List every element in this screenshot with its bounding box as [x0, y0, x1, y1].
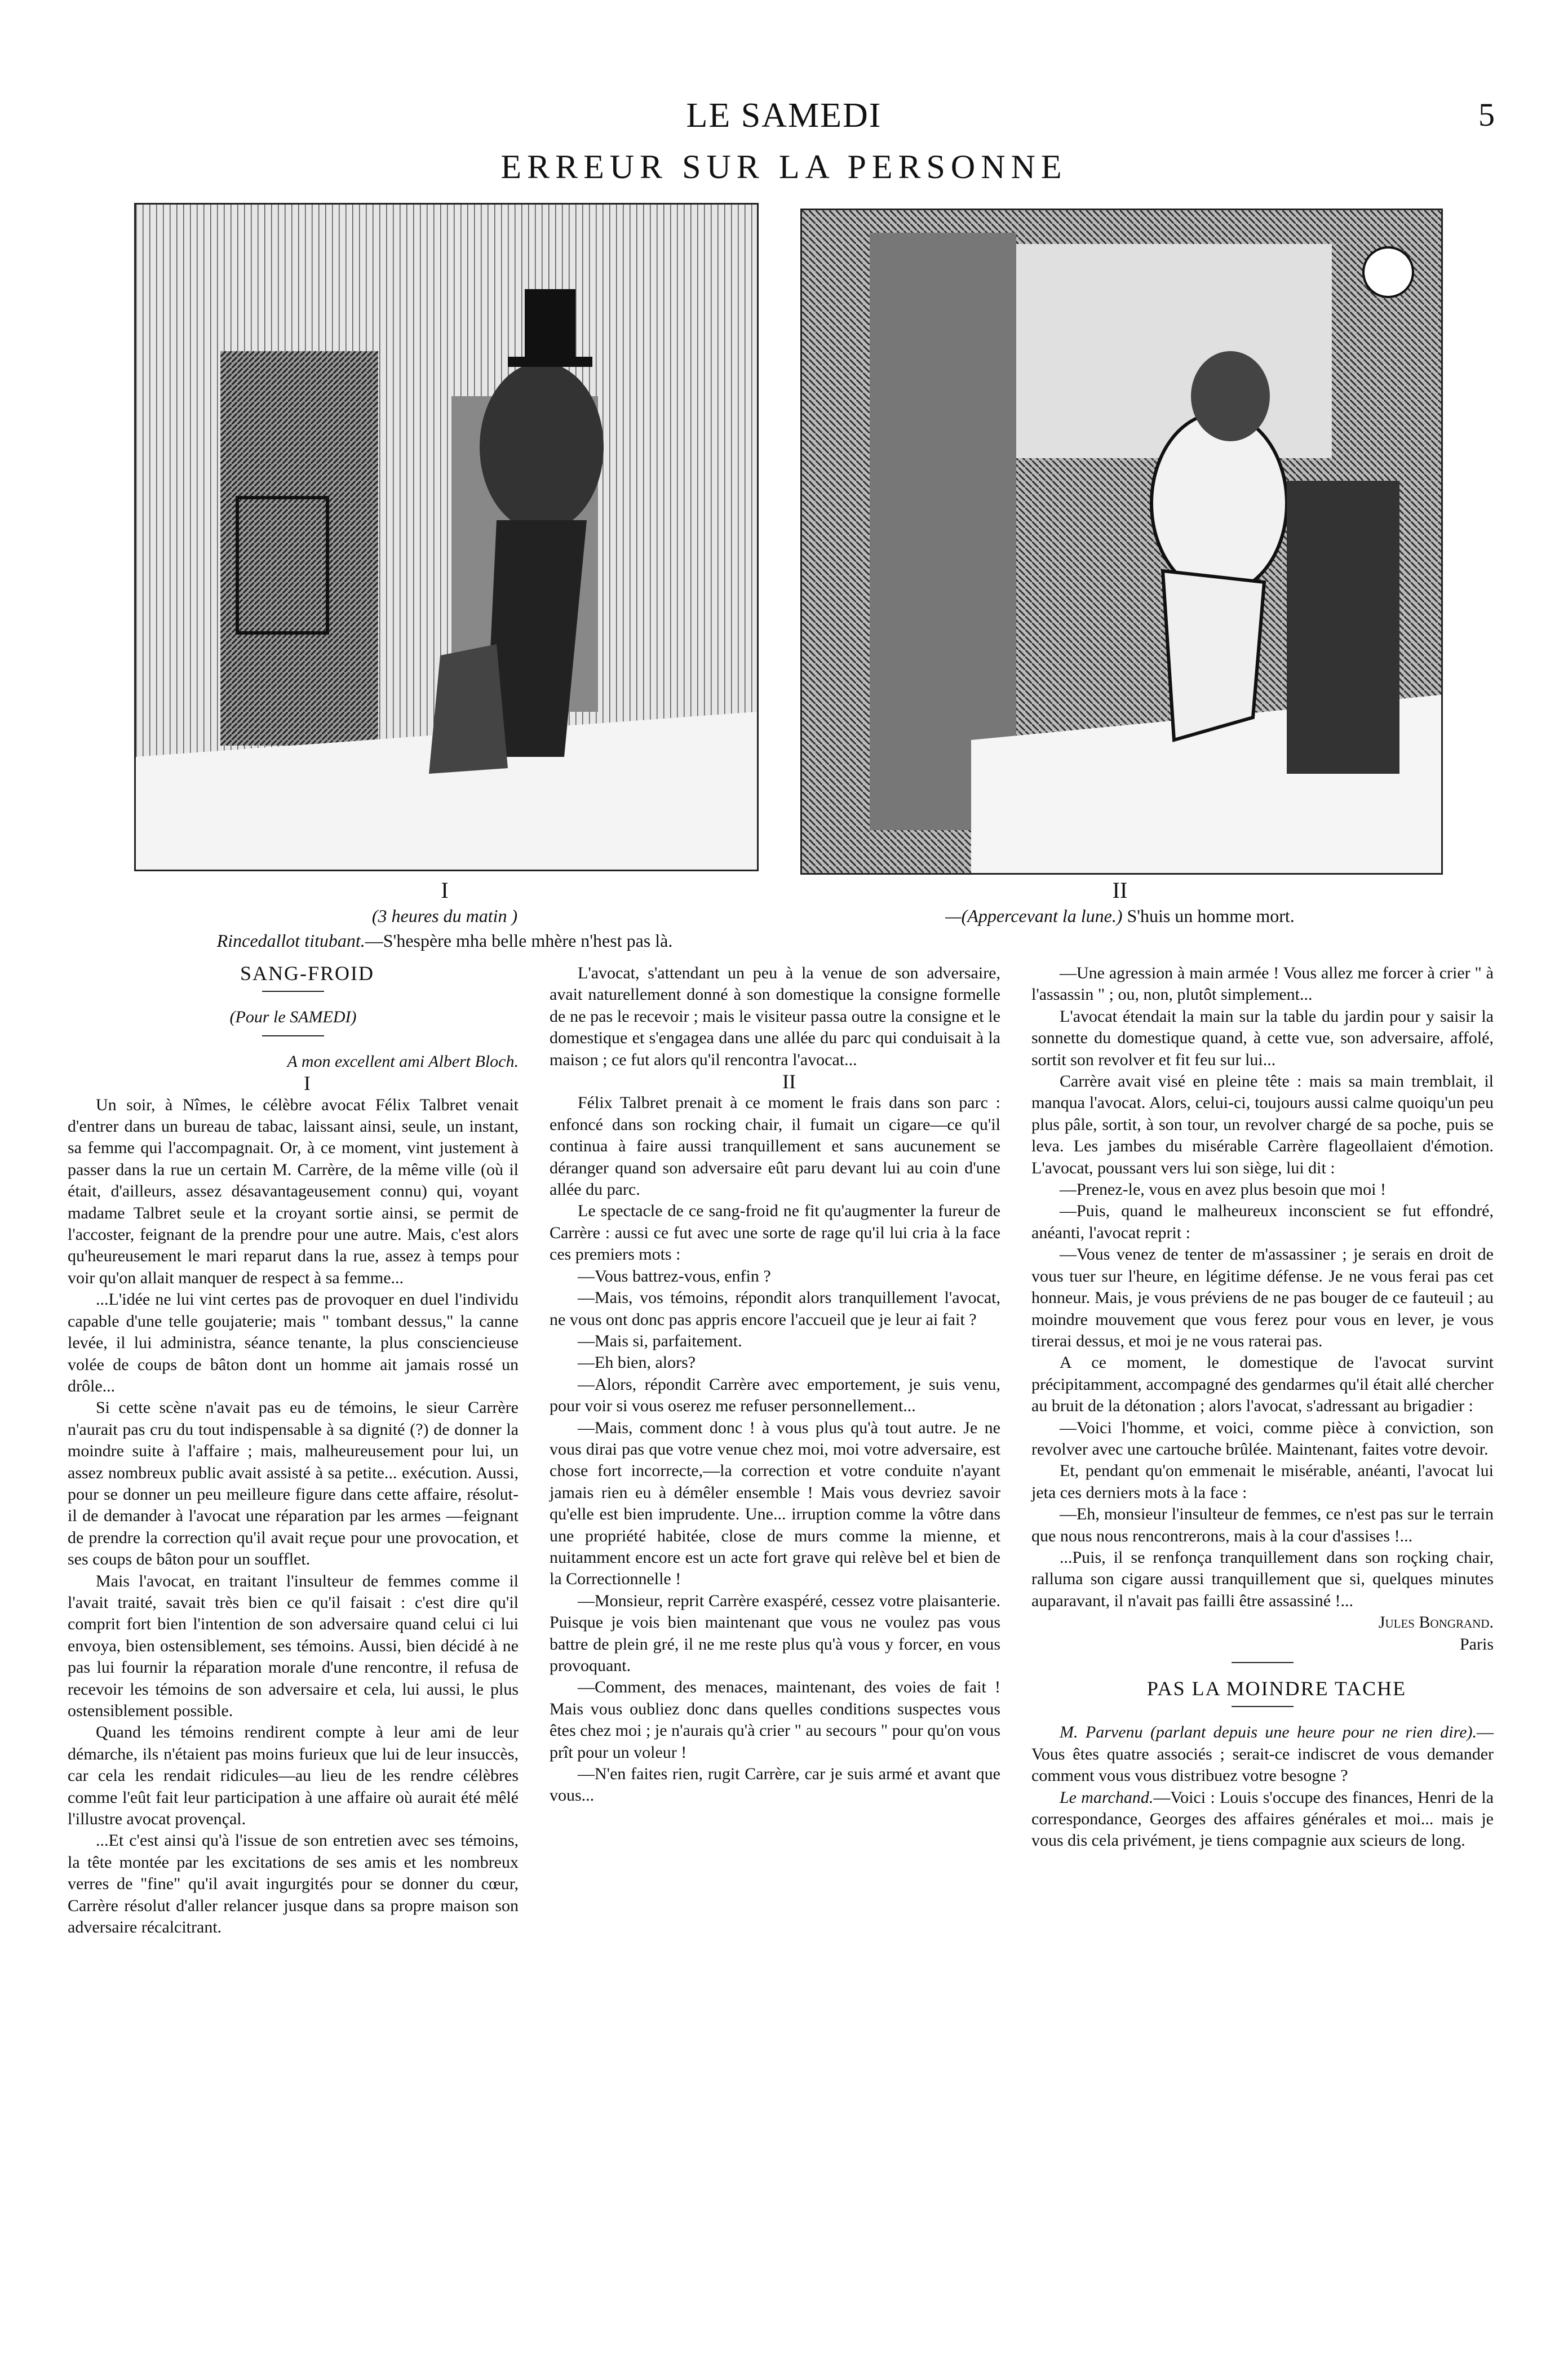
story-place: Paris — [1460, 1634, 1494, 1654]
story-paragraph: —Voici l'homme, et voici, comme pièce à conviction, son revolver avec une cartouche brûlée. Maintenant, faites votre devoir. — [1031, 1418, 1494, 1459]
joke-paragraph: Le marchand.—Voici : Louis s'occupe des finances, Henri de la correspondance, Georges des affaires générales et moi... mais je vous dis cela privément, je tiens compagnie aux scieurs de long. — [1031, 1788, 1494, 1850]
joke-title-rule — [1232, 1706, 1294, 1707]
story-paragraph: —Alors, répondit Carrère avec emportement, je suis venu, pour voir si vous oserez me refuser personnellement... — [550, 1375, 1000, 1416]
story-paragraph: Quand les témoins rendirent compte à leur ami de leur démarche, ils n'étaient pas moins furieux que lui de leur insuccès, car cela les rendait ridicules—au lieu de les rendre célèbres comme l'eût fait leur participation à une affaire où aurait été mêlé l'illustre avocat provençal. — [68, 1723, 519, 1829]
story-title: SANG-FROID — [240, 962, 375, 985]
story-dedication: A mon excellent ami Albert Bloch. — [287, 1052, 519, 1071]
story-paragraph: A ce moment, le domestique de l'avocat survint précipitamment, accompagné des gendarmes qu'il était allé chercher au bruit de la détonation ; alors l'avocat, s'adressant au brigadier : — [1031, 1353, 1494, 1416]
story-paragraph: —N'en faites rien, rugit Carrère, car je suis armé et avant que vous... — [550, 1765, 1000, 1805]
title-rule — [262, 991, 324, 992]
story-paragraph: —Vous venez de tenter de m'assassiner ; je serais en droit de vous tuer sur l'heure, en légitime défense. Je ne vous ferai pas cet honneur. Mais, je vous préviens de ne pas bouger de ce fauteuil ; au moindre mouvement que vous ferez pour vous en lever, je vous tirerai dessus, et moi je ne vous raterai pas. — [1031, 1245, 1494, 1350]
story-paragraph: —Puis, quand le malheureux inconscient se fut effondré, anéanti, l'avocat reprit : — [1031, 1202, 1494, 1242]
illustration-2 — [800, 209, 1443, 875]
story-paragraph: Un soir, à Nîmes, le célèbre avocat Félix Talbret venait d'entrer dans un bureau de tabac, laissant ainsi, seule, un instant, sa femme qui l'accompagnait. Or, à ce moment, vint justement à passer dans la rue un certain M. Carrère, de la même ville (où il était, d'ailleurs, assez désavantageusement connu) qui, voyant madame Talbret seule et la croyant sortie ainsi, se permit de l'accoster, feignant de la prendre pour une autre. Mais, c'est alors qu'heureusement le mari reparut dans la rue, assez à temps pour voir qu'on allait manquer de respect à sa femme... — [68, 1095, 519, 1287]
story-paragraph: —Mais si, parfaitement. — [578, 1331, 742, 1350]
story-paragraph: Carrère avait visé en pleine tête : mais sa main tremblait, il manqua l'avocat. Alors, celui-ci, toujours aussi calme quoiqu'un peu plus pâle, sortit, à son tour, un revolver chargé de sa poche, puis se leva. Les jambes du misérable Carrère flageollaient d'émotion. L'avocat, poussant vers lui son siège, lui dit : — [1031, 1072, 1494, 1177]
story-paragraph: Félix Talbret prenait à ce moment le frais dans son parc : enfoncé dans son rocking chair, il fumait un cigare—ce qu'il continua à faire aussi tranquillement et sans aucunement se déranger quand son adversaire eût paru devant lui au coin d'une allée du parc. — [550, 1093, 1000, 1199]
section-rule — [1232, 1662, 1294, 1663]
story-paragraph: ...Puis, il se renfonça tranquillement dans son roçking chair, ralluma son cigare aussi tranquillement que si, quelques minutes auparavant, il n'avait pas failli être assassiné !... — [1031, 1548, 1494, 1610]
part-2-heading: II — [782, 1070, 796, 1093]
page-number: 5 — [1478, 96, 1495, 133]
part-1-heading: I — [304, 1072, 311, 1095]
column-3 — [1031, 963, 1494, 1852]
story-paragraph: —Comment, des menaces, maintenant, des voies de fait ! Mais vous oubliez donc dans quelles conditions suspectes vous êtes chez moi ; je n'aurais qu'à crier " au secours " pour qu'on vous prît pour un voleur ! — [550, 1678, 1000, 1762]
journal-title: LE SAMEDI — [686, 96, 882, 135]
frightened-man-moonlight-engraving — [802, 210, 1441, 873]
subtitle-rule — [262, 1035, 324, 1036]
story-paragraph: —Eh, monsieur l'insulteur de femmes, ce n'est pas sur le terrain que nous nous rencontrerons, mais à la cour d'assises !... — [1031, 1505, 1494, 1545]
story-paragraph: Et, pendant qu'on emmenait le misérable, anéanti, l'avocat lui jeta ces derniers mots à la face : — [1031, 1461, 1494, 1502]
story-paragraph: ...L'idée ne lui vint certes pas de provoquer en duel l'individu capable d'une telle goujaterie; mais " tombant dessus," la canne levée, il lui administra, séance tenante, la plus consciencieuse volée de coups de bâton dont un homme ait jamais rossé un drôle... — [68, 1290, 519, 1395]
illustration-2-numeral: II — [1112, 877, 1128, 903]
column-1 — [68, 963, 519, 1938]
illustration-1 — [134, 203, 759, 871]
story-signature: Jules Bongrand. — [1378, 1613, 1494, 1632]
story-paragraph: Le spectacle de ce sang-froid ne fit qu'augmenter la fureur de Carrère : aussi ce fut avec une sorte de rage qu'il lui cria à la face ces premiers mots : — [550, 1202, 1000, 1264]
illustration-2-caption — [800, 877, 1439, 928]
story-paragraph: —Vous battrez-vous, enfin ? — [578, 1266, 771, 1286]
story-paragraph: ...Et c'est ainsi qu'à l'issue de son entretien avec ses témoins, la tête montée par les excitations de ses amis et les nombreux verres de "fine" qu'il avait ingurgités pour se donner du cœur, Carrère résolut d'aller relancer jusque dans sa propre maison son adversaire récalcitrant. — [68, 1831, 519, 1937]
story-paragraph: L'avocat, s'attendant un peu à la venue de son adversaire, avait naturellement donné à son domestique la consigne formelle de ne pas le recevoir ; mais le visiteur passa outre la consigne et le domestique et s'engagea dans une allée du parc qui conduisait à la maison ; ce fut alors qu'il rencontra l'avocat... — [550, 964, 1000, 1069]
illustration-2-dialogue: —(Appercevant la lune.) S'huis un homme mort. — [945, 906, 1295, 926]
story-subtitle: (Pour le SAMEDI) — [229, 1008, 357, 1027]
story-paragraph: Mais l'avocat, en traitant l'insulteur de femmes comme il l'avait traité, savait très bien ce qu'il faisait : c'est dire qu'il comprit fort bien l'intention de son adversaire quand celui ci lui envoya, bien ostensiblement, ses témoins. Aussi, bien décidé à ne pas lui fournir la réparation morale d'une rencontre, il refusa de recevoir les témoins de son adversaire et cela, lui aussi, le plus ostensiblement possible. — [68, 1571, 519, 1720]
story-paragraph: —Monsieur, reprit Carrère exaspéré, cessez votre plaisanterie. Puisque je vois bien maintenant que vous ne voulez pas vous battre de plein gré, il ne me reste plus qu'à vous y forcer, en vous provoquant. — [550, 1591, 1000, 1675]
story-paragraph: —Mais, comment donc ! à vous plus qu'à tout autre. Je ne vous dirai pas que votre venue chez moi, moi votre adversaire, est chose fort incorrecte,—la correction et votre conduite n'ayant jamais rien eu à démêler ensemble ! Mais vous devriez savoir qu'elle est bien imprudente. Une... irruption comme la vôtre dans une propriété habitée, close de murs comme la mienne, et nuitamment encore est un acte fort grave qui relève bel et bien de la Correctionnelle ! — [550, 1418, 1000, 1589]
story-paragraph: —Prenez-le, vous en avez plus besoin que moi ! — [1060, 1180, 1387, 1199]
story-paragraph: —Une agression à main armée ! Vous allez me forcer à crier " à l'assassin " ; ou, non, plutôt simplement... — [1031, 964, 1494, 1004]
drunk-man-at-door-engraving — [136, 205, 757, 870]
story-paragraph: L'avocat étendait la main sur la table du jardin pour y saisir la sonnette du domestique quand, à cette vue, son adversaire, affolé, sortit son revolver et fit feu sur lui... — [1031, 1007, 1494, 1069]
story-paragraph: —Mais, vos témoins, répondit alors tranquillement l'avocat, ne vous ont donc pas appris encore l'accueil que je leur ai fait ? — [550, 1288, 1000, 1329]
joke-title: PAS LA MOINDRE TACHE — [1146, 1677, 1407, 1700]
story-paragraph: Si cette scène n'avait pas eu de témoins, le sieur Carrère n'aurait pas cru du tout indispensable à sa dignité (?) de donner la moindre suite à l'affaire ; mais, malheureusement pour lui, un assez nombreux public avait assisté à sa petite... exécution. Aussi, pour se donner un peu meilleure figure dans cette affaire, résolut-il de demander à l'avocat une réparation par les armes —feignant de prendre la correction qu'il avait reçue pour une provocation, et ses coups de bâton pour un soufflet. — [68, 1398, 519, 1569]
illustration-1-dialogue: Rincedallot titubant.—S'hespère mha belle mhère n'hest pas là. — [216, 930, 673, 951]
joke-paragraph: M. Parvenu (parlant depuis une heure pour ne rien dire).—Vous êtes quatre associés ; serait-ce indiscret de vous demander comment vous vous distribuez votre besogne ? — [1031, 1723, 1494, 1785]
feature-title: ERREUR SUR LA PERSONNE — [500, 148, 1068, 185]
illustration-1-time: (3 heures du matin ) — [371, 906, 518, 926]
illustration-1-caption — [134, 877, 755, 953]
illustration-1-numeral: I — [441, 877, 449, 903]
column-2 — [550, 963, 1000, 1807]
story-paragraph: —Eh bien, alors? — [578, 1353, 696, 1372]
